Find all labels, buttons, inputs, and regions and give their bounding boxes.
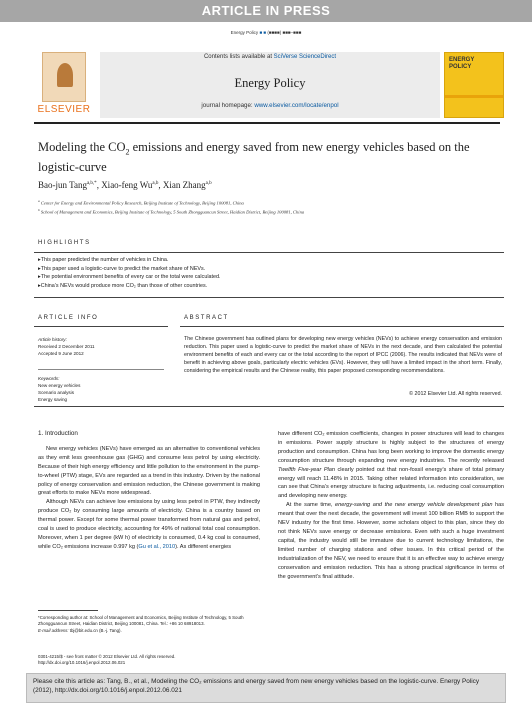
author-name[interactable]: Xian Zhang [162,180,206,190]
highlights-heading: HIGHLIGHTS [38,240,91,246]
issn-line: 0301-4215/$ - see front matter © 2012 Elsevier Ltd. All rights reserved. [38,654,176,659]
journal-header [34,52,504,118]
cover-title: ENERGY POLICY [449,57,475,70]
footnote [38,615,260,634]
body-paragraph [278,501,504,581]
paragraph-text: Although NEVs can achieve low emissions by using less petrol in PTW, they indirectly produce CO₂ by consuming large amounts of electricity. China is a country based on thermal power. Except for some thermal power transformed from natural gas and petrol, coal is used to produce electricity, accounting for 49% of national total coal consumption. Moreover, when 1 per degree (kW h) of electricity is consumed, 0.4 kg coal is consumed, while CO₂ emissions increase 0.997 kg ( [38,499,260,550]
contents-prefix: Contents lists available at [203,54,274,60]
title-subscript: 2 [125,147,130,157]
journal-homepage [100,102,440,109]
abstract-text: The Chinese government has outlined plans for developing new energy vehicles (NEVs) to achieve energy conservation and emission reduction. This paper used a logistic-curve to predict the market share of NEVs in the next decade, and then calculated the potential environment benefits of each and every car or the total according to the report of IPCC (2006). The results indicated that NEVs were of benefit in achieving above goals, particularly electric vehicles (EVs). However, they will have a limited impact in the short term. Finally, considering the empirical results and the Chinese reality, this paper proposed corresponding recommendations. [184,336,502,375]
elsevier-tree-icon [42,52,86,102]
journal-ref-volume-link[interactable]: ■ ■ [259,30,267,35]
body-paragraph [278,430,504,501]
highlights-divider [34,252,504,253]
journal-ref-prefix: Energy Policy [230,30,260,35]
abstract-divider [180,326,504,327]
highlights-bottom-divider [34,297,504,298]
title-part-2: emissions and energy saved from new energy vehicles based on the logistic-curve [38,140,470,174]
sciverse-link[interactable]: SciVerse ScienceDirect [273,54,337,60]
journal-reference [0,30,532,35]
paragraph-text: ). As different energies [175,543,231,550]
publisher-name: ELSEVIER [37,104,91,115]
journal-ref-suffix: (■■■■) ■■■–■■■ [266,30,302,35]
keyword: Energy saving [38,396,68,402]
journal-cover-thumbnail[interactable] [444,52,504,118]
highlight-item: ▸ The potential environment benefits of every car or the total were calculated. [38,273,508,282]
homepage-link[interactable]: www.elsevier.com/locate/enpol [254,102,339,109]
paragraph-text: has meant that over the next decade, the government will invest 100 billion RMB to support the NEV industry for the first time. However, some scholars object to this plan, since they do not think NEVs save energy or decrease emissions. Even with such a huge investment capital, the industry would still be immature due to current technology limitations, the limited number of charging stations and other issues. In this critical period of the industrialization of the NEV, we need to ensure that it is an effective way to achieve energy conservation and emission reduction. This has a strong practical significance in terms of the government’s final attitude. [278,502,505,580]
citation-box: Please cite this article as: Tang, B., et al., Modeling the CO₂ emissions and energy saved from new energy vehicles based on the logistic-curve. Energy Policy (2012), http://dx.doi.org/10.1016/j.enpol.2012.06.021 [26,673,506,703]
article-info-divider [34,326,168,327]
email-label: E-mail address: [38,627,69,633]
author-affil-marker: a,b [205,181,212,186]
emphasis-text: energy-saving and the new energy vehicle development plan [335,502,493,509]
paragraph-text: At the same time, [286,502,336,509]
paper-title [38,140,498,175]
article-info-heading: ARTICLE INFO [38,315,99,321]
corresponding-author-note: *Corresponding author at: School of Management and Economics, Beijing Institute of Technology, 5 South Zhongguancun Street, Haidian District, Beijing 100081, China. Tel.: +86 10 68918013. [38,615,244,627]
body-right-column [278,430,504,581]
copyright-notice: © 2012 Elsevier Ltd. All rights reserved. [409,391,502,397]
affiliation [38,208,508,215]
paragraph-text: have different CO₂ emission coefficients, changes in power structures will lead to changes in emissions. Power supply structure is highly subject to the structures of energy production and consumption. China has long been working to improve the domestic energy consumption structure through expanding new energy industries. The recently released [278,431,504,464]
header-divider [34,122,500,124]
footnote-divider [38,610,98,611]
paragraph-text: clearly pointed out that non-fossil energy’s share of total primary energy will reach 11.48% in 2015. Taking other related information into consideration, we can see that China’s energy structure is facing adjustments, i.e. reducing coal consumption and developing new energy. [278,466,504,500]
author-name[interactable]: Xiao-feng Wu [101,180,153,190]
elsevier-logo[interactable] [34,52,94,118]
affiliation-text: School of Management and Economics, Beijing Institute of Technology, 5 South Zhongguancun Street, Haidian District, Beijing 100081, China [39,209,305,215]
history-label: Article history: [38,337,67,342]
author-affil-marker: a,b [152,181,159,186]
affiliation [38,199,508,206]
journal-masthead [100,52,440,118]
citation-link[interactable]: Gu et al., 2010 [138,543,176,550]
body-paragraph: New energy vehicles (NEVs) have emerged as an alternative to conventional vehicles as they emit less greenhouse gas (GHG) and consume less petrol by using electricity. Because of their high energy efficiency and little pollution to the environment in the pump-to-wheel (PTW) stage, EVs are regarded as a trend in this industry. Driven by the national policy of energy conservation and emission reduction, the Chinese government is making great efforts to make NEVs more widespread. [38,445,260,497]
doi-link[interactable]: http://dx.doi.org/10.1016/j.enpol.2012.06.021 [38,660,126,666]
email-address[interactable]: tbj@bit.edu.cn (B.-j. Tang). [68,627,122,633]
publication-info [38,654,260,667]
affiliation-text: Center for Energy and Environmental Policy Research, Beijing Institute of Technology, Beijing 100081, China [39,200,244,206]
abstract-bottom-divider [34,406,504,407]
homepage-prefix: journal homepage: [201,102,255,109]
article-in-press-banner: ARTICLE IN PRESS [0,0,532,22]
abstract-heading: ABSTRACT [184,315,229,321]
author-affil-marker: a,b,* [86,181,97,186]
highlight-item: ▸ This paper used a logistic-curve to predict the market share of NEVs. [38,265,508,274]
keywords-label: Keywords: [38,376,60,382]
contents-line [100,54,440,60]
highlight-item: ▸ China’s NEVs would produce more CO₂ than those of other countries. [38,282,508,291]
highlights-list [38,256,508,290]
journal-title: Energy Policy [234,76,306,90]
author-name[interactable]: Bao-jun Tang [38,180,87,190]
affiliation-marker: b [38,208,40,212]
keyword: Scenario analysis [38,389,75,395]
affiliation-marker: a [38,199,40,203]
author-list: Bao-jun Tang$^{a,b,*}$, Xiao-feng Wu$^{a,b}$, Xian Zhang$^{a,b}$ [38,180,212,190]
accepted-date: Accepted 9 June 2012 [38,350,84,356]
article-info [38,337,164,404]
keyword: New energy vehicles [38,383,81,389]
emphasis-text: Twelfth Five-year Plan [278,466,336,473]
body-paragraph [38,498,260,551]
highlight-item: ▸ This paper predicted the number of vehicles in China. [38,256,508,265]
body-left-column [38,430,260,552]
section-heading: 1. Introduction [38,430,78,437]
received-date: Received 2 December 2011 [38,343,95,349]
title-part-1: Modeling the CO [38,140,126,154]
